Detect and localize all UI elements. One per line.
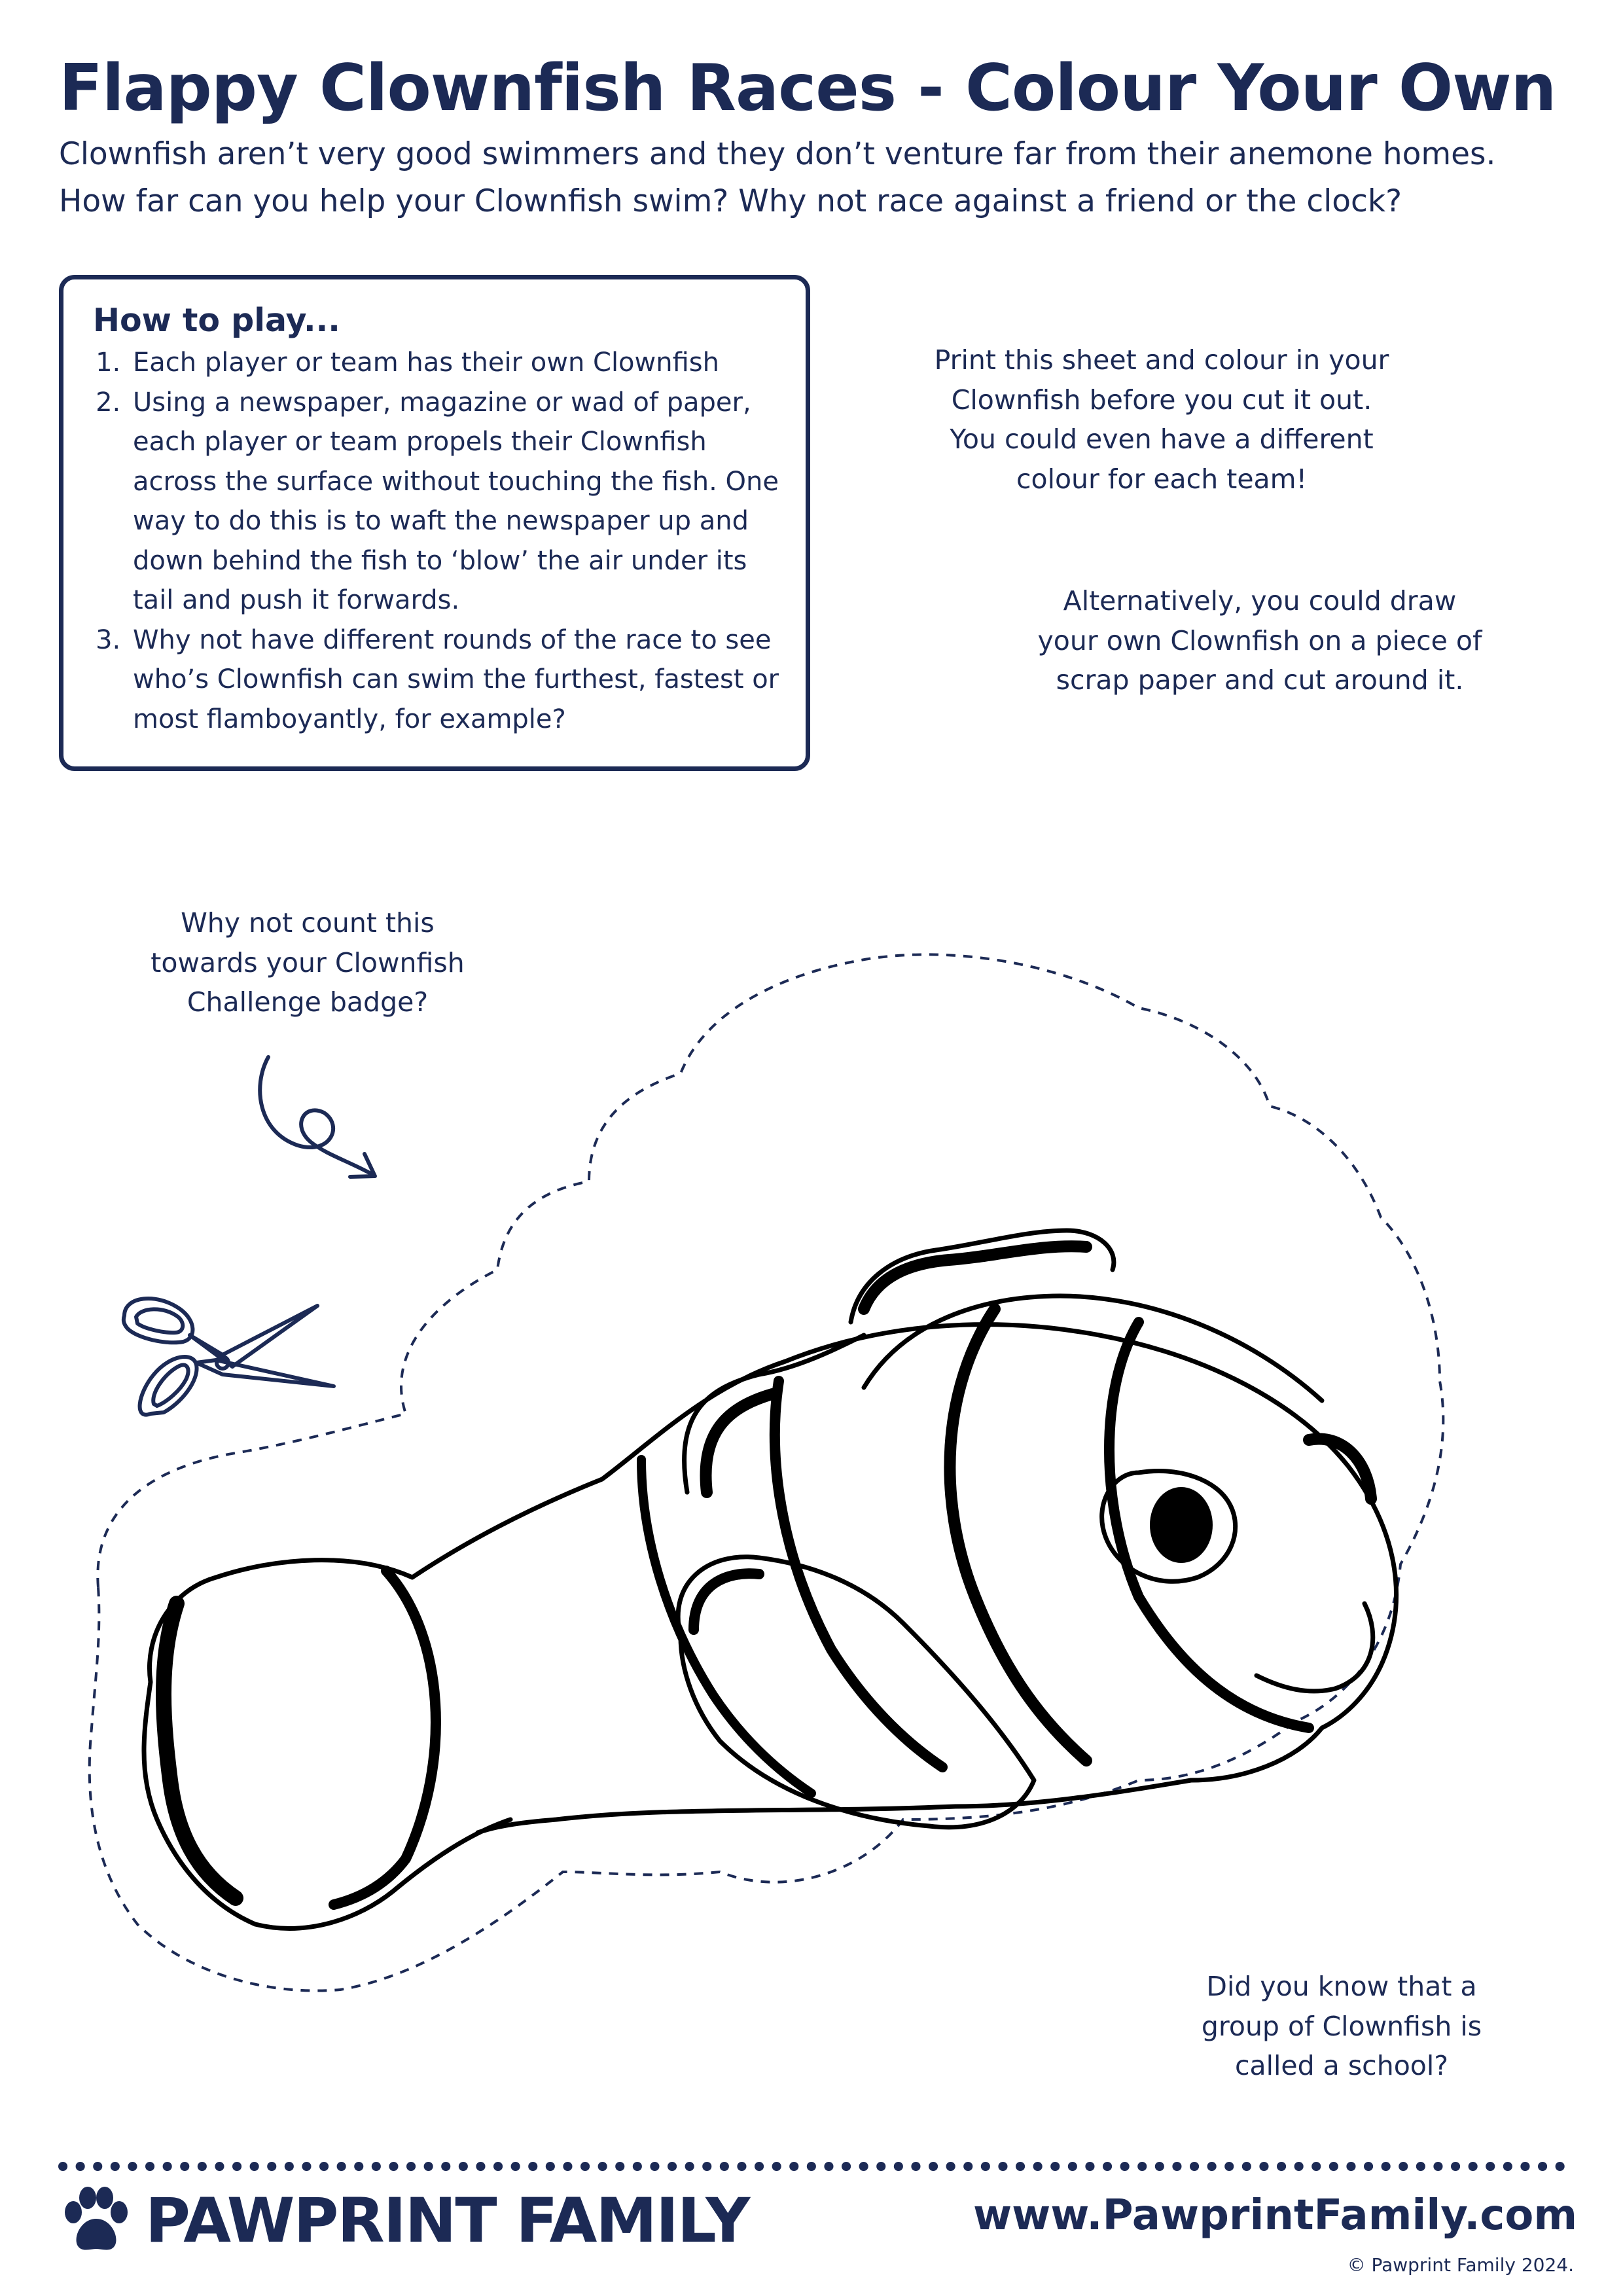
alternative-note <box>982 581 1538 700</box>
badge-note-line: towards your Clownfish <box>151 946 465 978</box>
how-to-play-steps <box>93 343 779 739</box>
how-to-play-box <box>59 275 810 771</box>
alternative-note-line: scrap paper and cut around it. <box>1056 664 1464 696</box>
fact-note-line: Did you know that a <box>1206 1971 1477 2002</box>
print-note-line: You could even have a different <box>950 423 1374 455</box>
page-title: Flappy Clownfish Races - Colour Your Own <box>59 51 1556 126</box>
fact-note-line: called a school? <box>1234 2050 1449 2081</box>
alternative-note-line: Alternatively, you could draw <box>1063 585 1457 617</box>
brand-name: PAWPRINT FAMILY <box>145 2185 749 2257</box>
print-note-line: Print this sheet and colour in your <box>934 344 1389 376</box>
brand-logo <box>59 2185 749 2257</box>
badge-note-line: Challenge badge? <box>187 986 429 1018</box>
intro-line-2: How far can you help your Clownfish swim? Why not race against a friend or the clock? <box>59 183 1402 219</box>
alternative-note-line: your own Clownfish on a piece of <box>1037 624 1482 656</box>
copyright-text: © Pawprint Family 2024. <box>1347 2254 1574 2276</box>
step-1: 1. Each player or team has their own Clownfish <box>129 343 779 383</box>
badge-note-line: Why not count this <box>181 907 435 939</box>
print-note-line: colour for each team! <box>1016 463 1308 495</box>
intro-text <box>59 131 1584 225</box>
print-note <box>851 340 1472 499</box>
print-note-line: Clownfish before you cut it out. <box>951 384 1372 416</box>
footer-dotted-divider <box>58 2160 1576 2173</box>
clownfish-illustration <box>79 812 1584 2108</box>
fact-note-line: group of Clownfish is <box>1201 2010 1482 2042</box>
step-2: 2. Using a newspaper, magazine or wad of paper, each player or team propels their Clownfish across the surface without touching the fish. One way to do this is to waft the newspaper up and down behind the fish to ‘blow’ the air under its tail and push it forwards. <box>129 383 779 620</box>
step-3: 3. Why not have different rounds of the race to see who’s Clownfish can swim the furthest, fastest or most flamboyantly, for example? <box>129 620 779 740</box>
intro-line-1: Clownfish aren’t very good swimmers and they don’t venture far from their anemone homes. <box>59 136 1496 172</box>
cut-line <box>90 954 1444 1990</box>
paw-logo-icon <box>59 2185 131 2257</box>
how-to-play-heading: How to play... <box>93 302 340 339</box>
website-link[interactable]: www.PawprintFamily.com <box>972 2191 1577 2240</box>
clownfish-drawing <box>144 1230 1397 1928</box>
